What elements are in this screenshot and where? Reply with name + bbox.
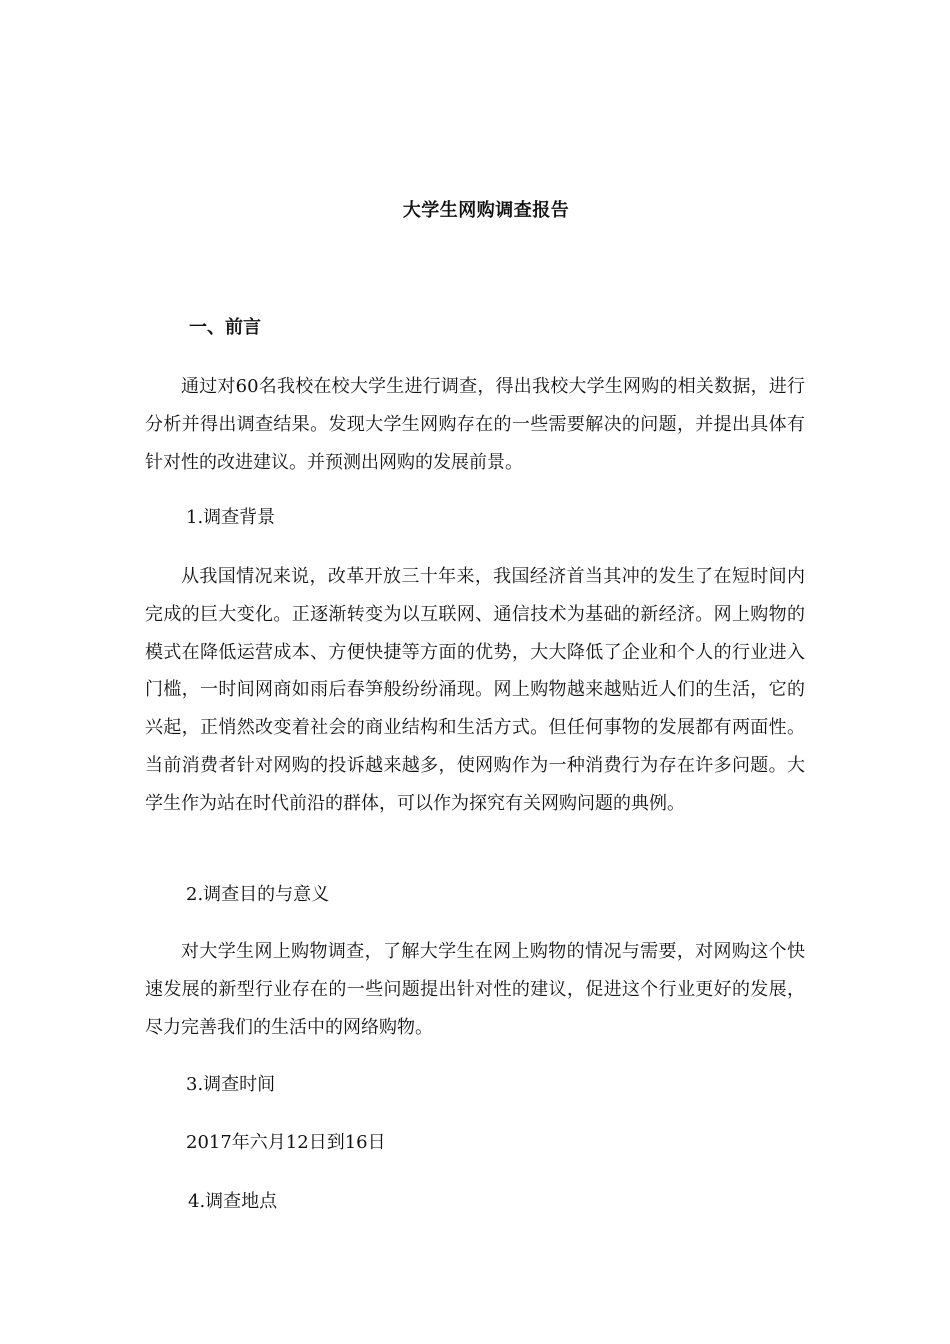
subheading-purpose: 2.调查目的与意义	[186, 884, 330, 905]
purpose-paragraph: 对大学生网上购物调查，了解大学生在网上购物的情况与需要，对网购这个快速发展的新型行业存在的一些问题提出针对性的建议，促进这个行业更好的发展，尽力完善我们的生活中的网络购物。	[145, 941, 805, 1038]
survey-time-value: 2017年六月12日到16日	[186, 1132, 386, 1153]
intro-paragraph: 通过对60名我校在校大学生进行调查，得出我校大学生网购的相关数据，进行分析并得出调查结果。发现大学生网购存在的一些需要解决的问题，并提出具体有针对性的改进建议。并预测出网购的发展前景。	[145, 376, 805, 473]
subheading-location: 4.调查地点	[188, 1191, 278, 1212]
background-paragraph: 从我国情况来说，改革开放三十年来，我国经济首当其冲的发生了在短时间内完成的巨大变化。正逐渐转变为以互联网、通信技术为基础的新经济。网上购物的模式在降低运营成本、方便快捷等方面的优势，大大降低了企业和个人的行业进入门槛，一时间网商如雨后春笋般纷纷涌现。网上购物越来越贴近人们的生活，它的兴起，正悄然改变着社会的商业结构和生活方式。但任何事物的发展都有两面性。当前消费者针对网购的投诉越来越多，使网购作为一种消费行为存在许多问题。大学生作为站在时代前沿的群体，可以作为探究有关网购问题的典例。	[145, 566, 805, 814]
subheading-background: 1.调查背景	[186, 507, 276, 528]
section-heading-preface: 一、前言	[189, 317, 261, 338]
subheading-time: 3.调查时间	[186, 1074, 276, 1095]
document-title: 大学生网购调查报告	[402, 200, 570, 221]
